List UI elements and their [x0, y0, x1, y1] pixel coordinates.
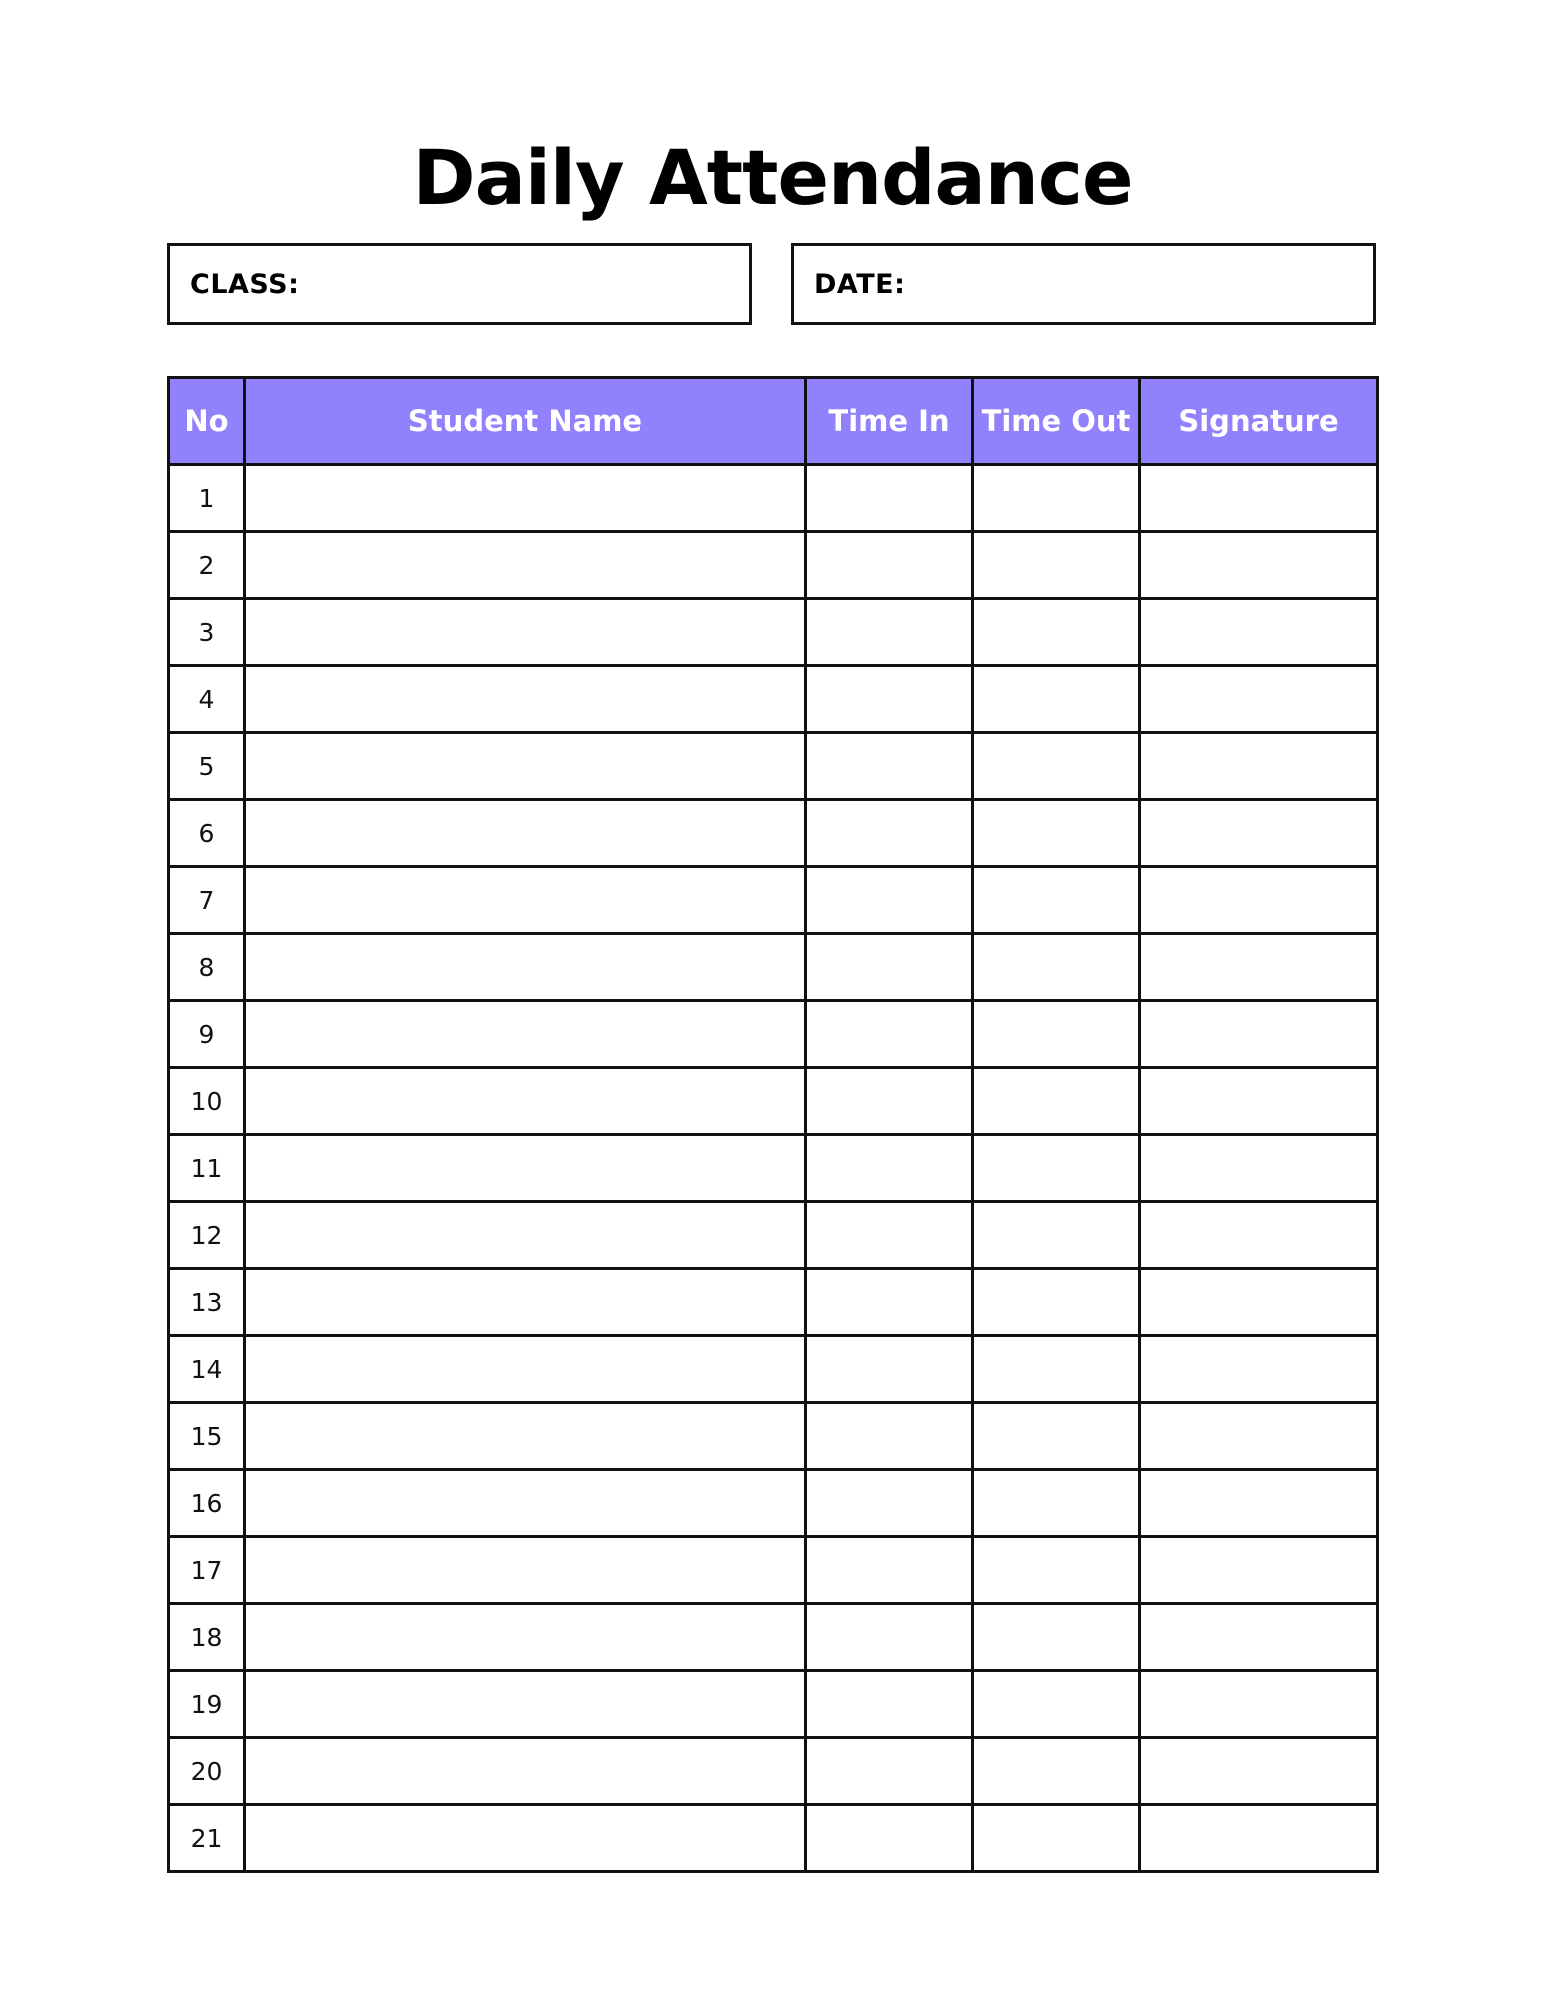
student-name-cell[interactable] — [245, 599, 806, 666]
student-name-cell[interactable] — [245, 1269, 806, 1336]
row-number: 3 — [169, 599, 245, 666]
time-out-cell[interactable] — [973, 733, 1140, 800]
student-name-cell[interactable] — [245, 465, 806, 532]
signature-cell[interactable] — [1140, 934, 1378, 1001]
header-no: No — [169, 378, 245, 465]
class-label: CLASS: — [190, 268, 300, 300]
table-row — [169, 599, 1378, 666]
time-out-cell[interactable] — [973, 1001, 1140, 1068]
time-in-cell[interactable] — [806, 1671, 973, 1738]
time-in-cell[interactable] — [806, 1336, 973, 1403]
signature-cell[interactable] — [1140, 666, 1378, 733]
time-in-cell[interactable] — [806, 934, 973, 1001]
time-out-cell[interactable] — [973, 1805, 1140, 1872]
time-in-cell[interactable] — [806, 465, 973, 532]
time-out-cell[interactable] — [973, 1135, 1140, 1202]
header-time-out: Time Out — [973, 378, 1140, 465]
table-row — [169, 1269, 1378, 1336]
student-name-cell[interactable] — [245, 934, 806, 1001]
attendance-body — [169, 465, 1378, 1872]
table-row — [169, 1336, 1378, 1403]
table-row — [169, 1135, 1378, 1202]
header-row — [169, 378, 1378, 465]
row-number: 11 — [169, 1135, 245, 1202]
date-label: DATE: — [814, 268, 906, 300]
time-in-cell[interactable] — [806, 1403, 973, 1470]
row-number: 6 — [169, 800, 245, 867]
time-out-cell[interactable] — [973, 532, 1140, 599]
student-name-cell[interactable] — [245, 1135, 806, 1202]
time-out-cell[interactable] — [973, 1537, 1140, 1604]
table-row — [169, 1403, 1378, 1470]
time-in-cell[interactable] — [806, 1805, 973, 1872]
row-number: 2 — [169, 532, 245, 599]
attendance-table — [167, 376, 1379, 1873]
signature-cell[interactable] — [1140, 1269, 1378, 1336]
student-name-cell[interactable] — [245, 1537, 806, 1604]
row-number: 14 — [169, 1336, 245, 1403]
header-student-name: Student Name — [245, 378, 806, 465]
signature-cell[interactable] — [1140, 800, 1378, 867]
student-name-cell[interactable] — [245, 532, 806, 599]
signature-cell[interactable] — [1140, 1537, 1378, 1604]
row-number: 15 — [169, 1403, 245, 1470]
table-row — [169, 1738, 1378, 1805]
signature-cell[interactable] — [1140, 1604, 1378, 1671]
row-number: 13 — [169, 1269, 245, 1336]
time-out-cell[interactable] — [973, 1202, 1140, 1269]
table-row — [169, 934, 1378, 1001]
row-number: 10 — [169, 1068, 245, 1135]
signature-cell[interactable] — [1140, 465, 1378, 532]
signature-cell[interactable] — [1140, 1068, 1378, 1135]
time-in-cell[interactable] — [806, 1068, 973, 1135]
table-row — [169, 1537, 1378, 1604]
table-row — [169, 1671, 1378, 1738]
student-name-cell[interactable] — [245, 1671, 806, 1738]
row-number: 19 — [169, 1671, 245, 1738]
row-number: 7 — [169, 867, 245, 934]
signature-cell[interactable] — [1140, 867, 1378, 934]
time-in-cell[interactable] — [806, 1001, 973, 1068]
student-name-cell[interactable] — [245, 1738, 806, 1805]
class-field[interactable] — [167, 243, 752, 325]
time-out-cell[interactable] — [973, 1403, 1140, 1470]
time-out-cell[interactable] — [973, 599, 1140, 666]
time-in-cell[interactable] — [806, 599, 973, 666]
time-out-cell[interactable] — [973, 1269, 1140, 1336]
table-row — [169, 1202, 1378, 1269]
student-name-cell[interactable] — [245, 733, 806, 800]
student-name-cell[interactable] — [245, 1604, 806, 1671]
row-number: 1 — [169, 465, 245, 532]
time-out-cell[interactable] — [973, 465, 1140, 532]
table-row — [169, 733, 1378, 800]
table-row — [169, 465, 1378, 532]
header-time-in: Time In — [806, 378, 973, 465]
signature-cell[interactable] — [1140, 1001, 1378, 1068]
table-row — [169, 532, 1378, 599]
time-in-cell[interactable] — [806, 1738, 973, 1805]
time-out-cell[interactable] — [973, 1336, 1140, 1403]
signature-cell[interactable] — [1140, 1470, 1378, 1537]
student-name-cell[interactable] — [245, 1202, 806, 1269]
time-out-cell[interactable] — [973, 1738, 1140, 1805]
signature-cell[interactable] — [1140, 1336, 1378, 1403]
table-row — [169, 1805, 1378, 1872]
row-number: 12 — [169, 1202, 245, 1269]
row-number: 18 — [169, 1604, 245, 1671]
table-row — [169, 867, 1378, 934]
row-number: 4 — [169, 666, 245, 733]
student-name-cell[interactable] — [245, 1403, 806, 1470]
time-in-cell[interactable] — [806, 867, 973, 934]
row-number: 9 — [169, 1001, 245, 1068]
time-out-cell[interactable] — [973, 1604, 1140, 1671]
signature-cell[interactable] — [1140, 1403, 1378, 1470]
time-in-cell[interactable] — [806, 1470, 973, 1537]
signature-cell[interactable] — [1140, 1671, 1378, 1738]
student-name-cell[interactable] — [245, 1068, 806, 1135]
row-number: 20 — [169, 1738, 245, 1805]
row-number: 16 — [169, 1470, 245, 1537]
header-signature: Signature — [1140, 378, 1378, 465]
signature-cell[interactable] — [1140, 1202, 1378, 1269]
student-name-cell[interactable] — [245, 1805, 806, 1872]
signature-cell[interactable] — [1140, 599, 1378, 666]
row-number: 21 — [169, 1805, 245, 1872]
time-in-cell[interactable] — [806, 1202, 973, 1269]
time-out-cell[interactable] — [973, 1470, 1140, 1537]
time-out-cell[interactable] — [973, 1068, 1140, 1135]
row-number: 5 — [169, 733, 245, 800]
page-title: Daily Attendance — [412, 133, 1133, 222]
table-row — [169, 1068, 1378, 1135]
time-in-cell[interactable] — [806, 532, 973, 599]
time-out-cell[interactable] — [973, 1671, 1140, 1738]
row-number: 8 — [169, 934, 245, 1001]
student-name-cell[interactable] — [245, 800, 806, 867]
signature-cell[interactable] — [1140, 733, 1378, 800]
table-row — [169, 800, 1378, 867]
student-name-cell[interactable] — [245, 867, 806, 934]
time-out-cell[interactable] — [973, 800, 1140, 867]
time-in-cell[interactable] — [806, 1537, 973, 1604]
date-field[interactable] — [791, 243, 1376, 325]
time-out-cell[interactable] — [973, 934, 1140, 1001]
table-row — [169, 1001, 1378, 1068]
student-name-cell[interactable] — [245, 1001, 806, 1068]
table-row — [169, 666, 1378, 733]
time-in-cell[interactable] — [806, 733, 973, 800]
time-in-cell[interactable] — [806, 1269, 973, 1336]
student-name-cell[interactable] — [245, 1336, 806, 1403]
signature-cell[interactable] — [1140, 1738, 1378, 1805]
time-in-cell[interactable] — [806, 800, 973, 867]
time-out-cell[interactable] — [973, 867, 1140, 934]
time-out-cell[interactable] — [973, 666, 1140, 733]
time-in-cell[interactable] — [806, 1604, 973, 1671]
signature-cell[interactable] — [1140, 532, 1378, 599]
table-row — [169, 1470, 1378, 1537]
signature-cell[interactable] — [1140, 1805, 1378, 1872]
time-in-cell[interactable] — [806, 1135, 973, 1202]
table-row — [169, 1604, 1378, 1671]
signature-cell[interactable] — [1140, 1135, 1378, 1202]
row-number: 17 — [169, 1537, 245, 1604]
student-name-cell[interactable] — [245, 666, 806, 733]
time-in-cell[interactable] — [806, 666, 973, 733]
student-name-cell[interactable] — [245, 1470, 806, 1537]
